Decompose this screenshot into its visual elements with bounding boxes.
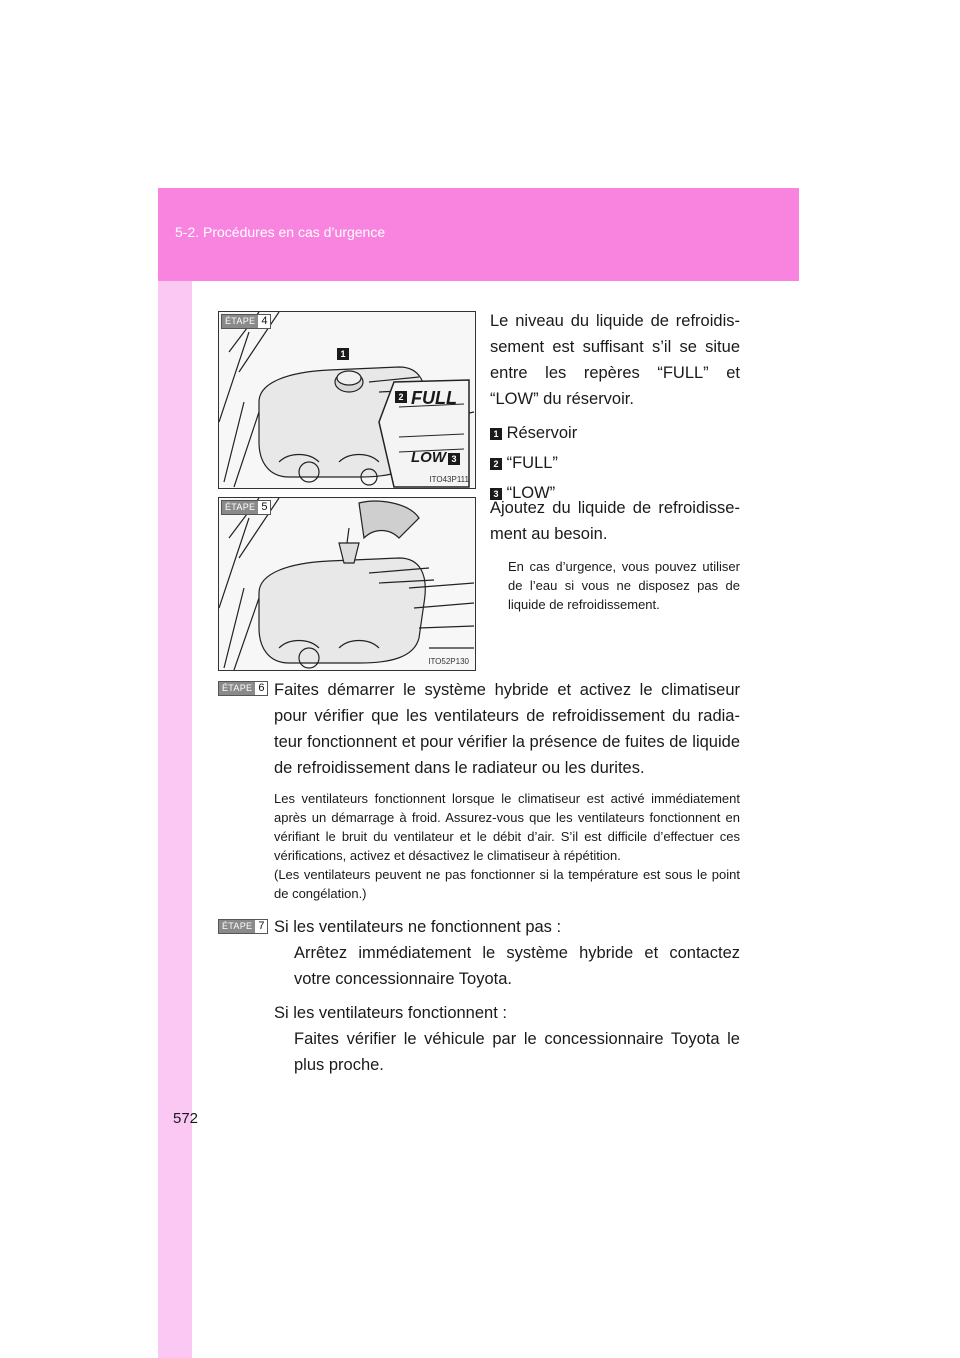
figure-code-2: ITO52P130 [428, 657, 469, 666]
step6-description [274, 677, 740, 903]
page-number: 572 [173, 1110, 199, 1127]
step-word: ÉTAPE [222, 315, 258, 328]
callout-3: 3 [448, 453, 460, 465]
sidebar-band [158, 188, 192, 1358]
figure-coolant-reservoir-levels [218, 311, 476, 489]
step-number: 6 [255, 682, 267, 695]
step7-action2: Faites vérifier le véhicule par le concessionnaire Toyota le plus proche. [294, 1030, 740, 1074]
step7-action1: Arrêtez immédiatement le système hybride et contactez votre concessionnaire Toyota. [294, 944, 740, 988]
figure-adding-coolant [218, 497, 476, 671]
legend-label: “LOW” [506, 484, 556, 502]
legend-label: “FULL” [506, 454, 558, 472]
label-full: FULL [411, 388, 457, 408]
step7-case2: Si les ventilateurs fonctionnent : [274, 1004, 507, 1022]
step-badge-4 [221, 314, 271, 329]
step-badge-5 [221, 500, 271, 515]
step-number: 5 [258, 501, 270, 514]
step6-note: Les ventilateurs fonctionnent lorsque le climatiseur est activé immédiatement après un démarrage à froid. Assurez-vous que les ventilateurs fonctionnent en vérifiant le bruit du ventilateur et le débit d’air. S’il est difficile d’effectuer ces vérifications, activez et désactivez le climatiseur à répétition. [274, 791, 740, 863]
step5-note: En cas d’urgence, vous pouvez utiliser de l’eau si vous ne disposez pas de liquide de refroidissement. [508, 559, 740, 612]
step6-note-frost: (Les ventilateurs peuvent ne pas fonctionner si la température est sous le point de congélation.) [274, 867, 740, 901]
figure-code-1: ITO43P111 [429, 475, 469, 484]
legend-num: 1 [490, 428, 502, 440]
step5-description [490, 495, 740, 614]
engine-illustration-2 [219, 498, 475, 670]
step4-description [490, 308, 740, 506]
step6-text: Faites démarrer le système hybride et activez le climatiseur pour vérifier que les ventilateurs de refroidissement du radiateur fonctionnent et pour vérifier la présence de fuites de liquide de refroidissement dans le radiateur ou les durites. [274, 681, 740, 777]
step-badge-6 [218, 681, 268, 696]
section-title: 5-2. Procédures en cas d’urgence [175, 224, 386, 240]
callout-1: 1 [337, 348, 349, 360]
legend-num: 2 [490, 458, 502, 470]
legend-label: Réservoir [506, 424, 578, 442]
legend-list [490, 420, 740, 506]
step5-text: Ajoutez du liquide de refroidissement au besoin. [490, 499, 740, 543]
step7-description [274, 914, 740, 1078]
label-low: LOW [411, 449, 446, 466]
step-number: 7 [255, 920, 267, 933]
legend-item [490, 450, 740, 476]
step-number: 4 [258, 315, 270, 328]
callout-2: 2 [395, 391, 407, 403]
step7-case1: Si les ventilateurs ne fonctionnent pas : [274, 918, 562, 936]
legend-num: 3 [490, 488, 502, 500]
step-badge-7 [218, 919, 268, 934]
step-word: ÉTAPE [219, 920, 255, 933]
legend-item [490, 420, 740, 446]
step4-text: Le niveau du liquide de refroidissement est suffisant s’il se situe entre les repères “FULL” et “LOW” du réservoir. [490, 312, 740, 408]
step-word: ÉTAPE [219, 682, 255, 695]
step-word: ÉTAPE [222, 501, 258, 514]
